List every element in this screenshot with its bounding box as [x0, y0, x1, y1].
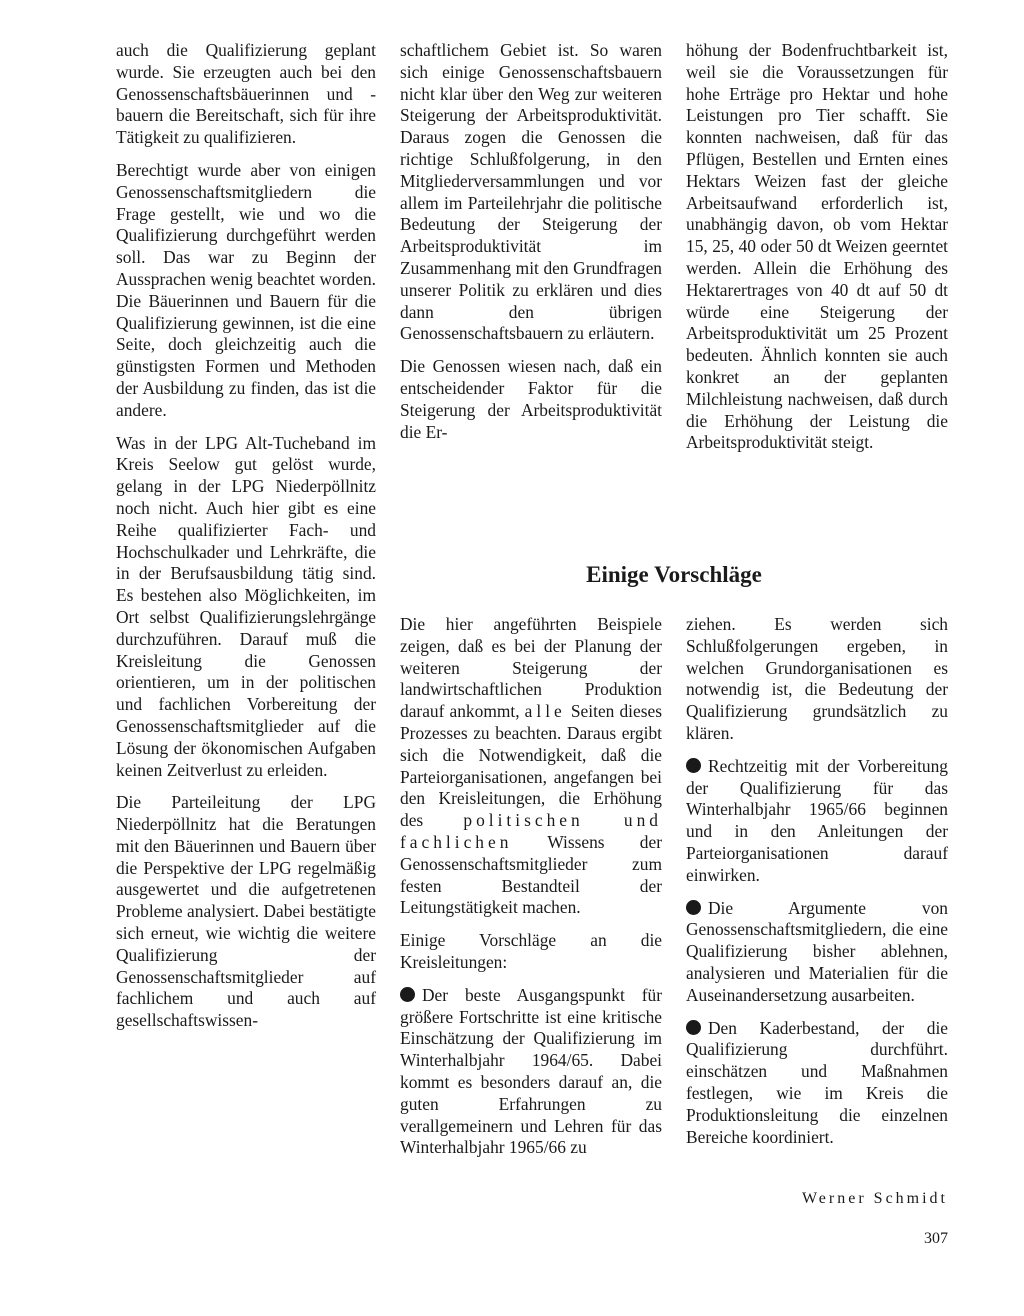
text-run: Seiten dieses Prozesses zu beachten. Daraus ergibt sich die Notwendigkeit, daß die Parteiorganisationen, angefangen bei den Kreisleitungen, die Erhöhung des	[400, 701, 662, 831]
bullet-text: Rechtzeitig mit der Vorbereitung der Qualifizierung für das Winterhalbjahr 1965/66 beginnen und in den Anleitungen der Parteiorganisationen darauf einwirken.	[686, 755, 948, 885]
bullet-icon	[686, 900, 701, 915]
spaced-text: fachlichen	[400, 831, 513, 852]
paragraph: schaftlichem Gebiet ist. So waren sich einige Genossenschaftsbauern nicht klar über den Weg zur weiteren Steigerung der Arbeitsproduktivität. Daraus zogen die Genossen die richtige Schlußfolgerung, in den Mitgliederversammlungen und vor allem im Parteilehrjahr die politische Bedeutung der Steigerung der Arbeitsproduktivität im Zusammenhang mit den Grundfragen unserer Politik zu erklären und dies dann den übrigen Genossenschaftsbauern zu erläutern.	[400, 40, 662, 344]
paragraph: Berechtigt wurde aber von einigen Genossenschaftsmitgliedern die Frage gestellt, wie und wo die Qualifizierung durchgeführt werden soll. Das war zu Beginn der Aussprachen wenig beachtet worden. Die Bäuerinnen und Bauern für die Qualifizierung gewinnen, ist die eine Seite, doch gleichzeitig auch die günstigsten Formen und Methoden der Ausbildung zu finden, das ist die andere.	[116, 159, 376, 420]
bullet-text: Den Kaderbestand, der die Qualifizierung durchführt. einschätzen und Maßnahmen festlegen, wie im Kreis die Produktionsleitung die einzelnen Bereiche koordiniert.	[686, 1017, 948, 1147]
bullet-item	[400, 985, 662, 1159]
article-column-1	[116, 40, 376, 1043]
spaced-text: politischen	[463, 810, 584, 831]
section-column-3	[686, 614, 948, 1159]
section-column-2	[400, 614, 662, 1170]
paragraph: auch die Qualifizierung geplant wurde. Sie erzeugten auch bei den Genossenschaftsbäuerinnen und -bauern die Bereitschaft, sich für ihre Tätigkeit zu qualifizieren.	[116, 40, 376, 148]
bullet-text: Der beste Ausgangspunkt für größere Fortschritte ist eine kritische Einschätzung der Qualifizierung im Winterhalbjahr 1964/65. Dabei kommt es besonders darauf an, die guten Erfahrungen zu verallgemeinern und Lehren für das Winterhalbjahr 1965/66 zu	[400, 984, 662, 1158]
article-column-2	[400, 40, 662, 454]
page-number: 307	[924, 1230, 948, 1247]
bullet-text: Die Argumente von Genossenschaftsmitgliedern, die eine Qualifizierung bisher ablehnen, analysieren und Materialien für die Auseinandersetzung ausarbeiten.	[686, 897, 948, 1005]
paragraph: Die Parteileitung der LPG Niederpöllnitz hat die Beratungen mit den Bäuerinnen und Bauern über die Perspektive der LPG regelmäßig ausgewertet und die aufgetretenen Probleme analysiert. Dabei bestätigte sich erneut, wie wichtig die weitere Qualifizierung der Genossenschaftsmitglieder auf fachlichem und auch auf gesellschaftswissen-	[116, 792, 376, 1031]
author-signature: Werner Schmidt	[801, 1190, 948, 1207]
bullet-icon	[400, 987, 415, 1002]
section-heading: Einige Vorschläge	[586, 562, 762, 587]
bullet-icon	[686, 1020, 701, 1035]
spaced-text: alle	[524, 701, 566, 722]
bullet-item	[686, 756, 948, 887]
spaced-text: und	[623, 810, 662, 831]
paragraph: Die Genossen wiesen nach, daß ein entscheidender Faktor für die Steigerung der Arbeitsproduktivität die Er-	[400, 356, 662, 442]
paragraph: Einige Vorschläge an die Kreisleitungen:	[400, 930, 662, 972]
bullet-item	[686, 1018, 948, 1149]
article-column-3	[686, 40, 948, 465]
paragraph	[400, 614, 662, 919]
text-run: Die hier angeführten Beispiele zeigen, daß es bei der Planung der weiteren Steigerung der landwirtschaftlichen Produktion darauf ankommt,	[400, 614, 662, 722]
paragraph: höhung der Bodenfruchtbarkeit ist, weil sie die Voraussetzungen für hohe Erträge pro Hektar und hohe Leistungen pro Tier schafft. Sie konnten nachweisen, daß für das Pflügen, Bestellen und Ernten eines Hektars Weizen fast der gleiche Arbeitsaufwand erforderlich ist, unabhängig davon, ob vom Hektar 15, 25, 40 oder 50 dt Weizen geerntet werden. Allein die Erhöhung des Hektarertrages von 40 dt auf 50 dt würde eine Steigerung der Arbeitsproduktivität um 25 Prozent bedeuten. Ähnlich konnten sie auch konkret an der geplanten Milchleistung nachweisen, daß durch die Erhöhung der Leistung die Arbeitsproduktivität steigt.	[686, 40, 948, 453]
paragraph: Was in der LPG Alt-Tucheband im Kreis Seelow gut gelöst wurde, gelang in der LPG Niederpöllnitz noch nicht. Auch hier gibt es eine Reihe qualifizierter Fach- und Hochschulkader und Lehrkräfte, die in der Berufsausbildung tätig sind. Es bestehen also Möglichkeiten, im Ort selbst Qualifizierungslehrgänge durchzuführen. Darauf muß die Kreisleitung die Genossen orientieren, um in der politischen und fachlichen Vorbereitung der Genossenschaftsmitglieder auf die Lösung der ökonomischen Aufgaben keinen Zeitverlust zu erleiden.	[116, 432, 376, 780]
text-run: Wissens der Genossenschaftsmitglieder zum festen Bestandteil der Leitungstätigkeit machen.	[400, 831, 662, 918]
bullet-icon	[686, 758, 701, 773]
bullet-item	[686, 898, 948, 1007]
paragraph: ziehen. Es werden sich Schlußfolgerungen ergeben, in welchen Grundorganisationen es notwendig ist, die Bedeutung der Qualifizierung grundsätzlich zu klären.	[686, 614, 948, 743]
